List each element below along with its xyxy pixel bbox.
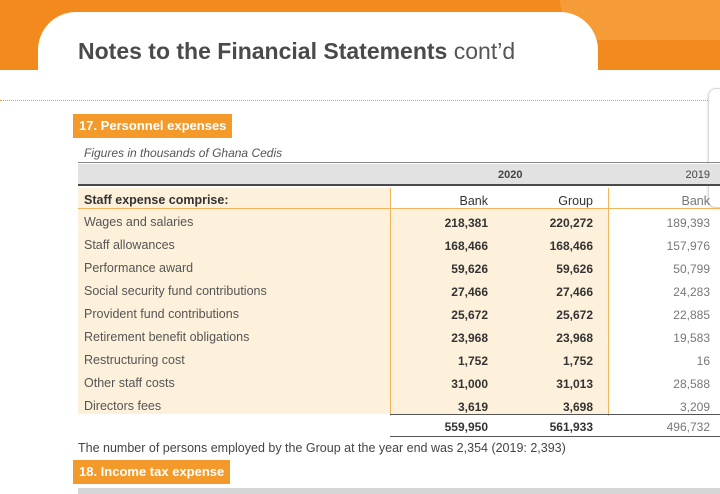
table-row — [78, 325, 720, 348]
bank-2019-value: 24,283 — [673, 285, 710, 299]
table-row — [78, 302, 720, 325]
bank-2020-total: 559,950 — [444, 420, 488, 434]
bank-2019-total: 496,732 — [666, 420, 710, 434]
bank-2019-value: 157,976 — [666, 239, 710, 253]
bank-2019-value: 22,885 — [673, 308, 710, 322]
year-header-band — [78, 164, 720, 186]
bank-2019-value: 189,393 — [666, 216, 710, 230]
bank-2019-value: 50,799 — [673, 262, 710, 276]
column-group-header: Group — [558, 194, 593, 208]
dotted-divider — [0, 100, 720, 101]
table-row — [78, 348, 720, 371]
table-row — [78, 371, 720, 394]
table-row — [78, 279, 720, 302]
column-bank-header: Bank — [459, 194, 488, 208]
row-label: Retirement benefit obligations — [84, 330, 250, 344]
group-2020-value: 23,968 — [556, 331, 593, 345]
total-rule-bottom — [390, 436, 720, 437]
row-label: Social security fund contributions — [84, 284, 267, 298]
group-2020-value: 1,752 — [562, 354, 593, 368]
bank-2019-value: 28,588 — [673, 377, 710, 391]
page-title-suffix: cont’d — [453, 38, 516, 64]
row-label: Directors fees — [84, 399, 162, 413]
row-label: Restructuring cost — [84, 353, 185, 367]
column-bank-2019-header: Bank — [681, 194, 710, 208]
caption-rule — [78, 162, 720, 163]
bank-2019-value: 19,583 — [673, 331, 710, 345]
bank-2020-value: 25,672 — [451, 308, 488, 322]
row-label: Other staff costs — [84, 376, 175, 390]
group-2020-value: 168,466 — [549, 239, 593, 253]
row-label: Performance award — [84, 261, 194, 275]
section-18-heading: 18. Income tax expense — [73, 460, 230, 484]
bank-2020-value: 168,466 — [444, 239, 488, 253]
figures-caption: Figures in thousands of Ghana Cedis — [84, 146, 283, 160]
bank-2020-value: 31,000 — [451, 377, 488, 391]
year-2020-label: 2020 — [498, 169, 523, 181]
bank-2020-value: 27,466 — [451, 285, 488, 299]
column-label-header: Staff expense comprise: — [84, 193, 229, 207]
group-2020-value: 59,626 — [556, 262, 593, 276]
group-2020-value: 220,272 — [549, 216, 593, 230]
page-title-main: Notes to the Financial Statements — [78, 38, 448, 64]
group-2020-value: 27,466 — [556, 285, 593, 299]
row-label: Wages and salaries — [84, 215, 194, 229]
bank-2020-value: 59,626 — [451, 262, 488, 276]
table-row — [78, 210, 720, 233]
bank-2019-value: 3,209 — [679, 400, 710, 414]
table-header-row — [78, 188, 720, 211]
bank-2020-value: 3,619 — [457, 400, 488, 414]
employee-count-note: The number of persons employed by the Group at the year end was 2,354 (2019: 2,393) — [78, 441, 566, 455]
bank-2020-value: 218,381 — [444, 216, 488, 230]
bank-2019-value: 16 — [696, 354, 710, 368]
header-background — [0, 70, 720, 100]
page-title — [78, 38, 515, 65]
group-2020-value: 31,013 — [556, 377, 593, 391]
group-2020-value: 25,672 — [556, 308, 593, 322]
group-2020-total: 561,933 — [549, 420, 593, 434]
section-18-table-top — [78, 488, 720, 494]
section-17-heading: 17. Personnel expenses — [73, 114, 232, 138]
row-label: Staff allowances — [84, 238, 175, 252]
table-row — [78, 233, 720, 256]
row-label: Provident fund contributions — [84, 307, 239, 321]
bank-2020-value: 1,752 — [457, 354, 488, 368]
table-row — [78, 256, 720, 279]
year-2019-label: 2019 — [685, 169, 710, 181]
bank-2020-value: 23,968 — [451, 331, 488, 345]
group-2020-value: 3,698 — [562, 400, 593, 414]
total-rule-top — [390, 414, 720, 415]
